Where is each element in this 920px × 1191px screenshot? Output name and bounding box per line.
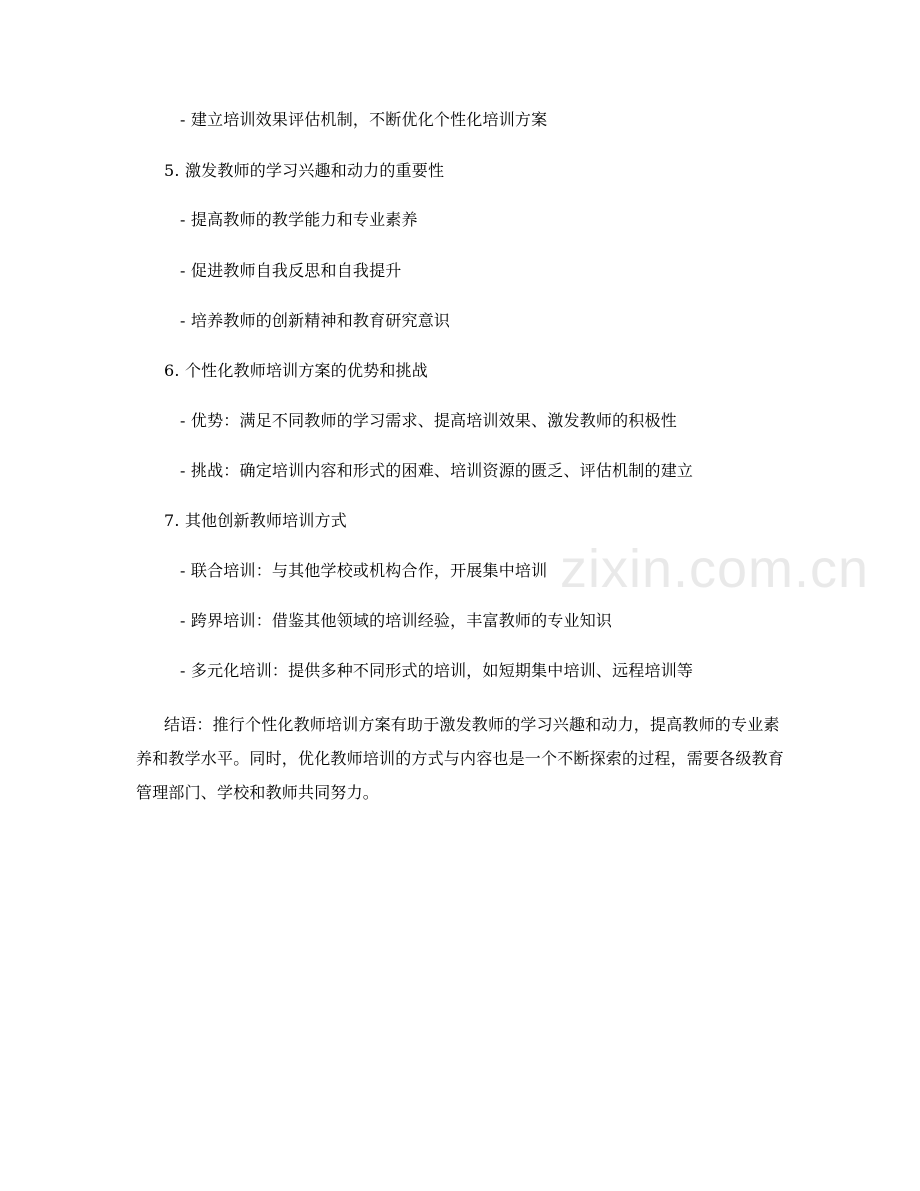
list-item: - 跨界培训：借鉴其他领域的培训经验，丰富教师的专业知识: [180, 611, 613, 630]
section-heading: 5. 激发教师的学习兴趣和动力的重要性: [164, 161, 445, 180]
list-item: - 提高教师的教学能力和专业素养: [180, 210, 418, 229]
list-item: - 联合培训：与其他学校或机构合作，开展集中培训: [180, 561, 548, 580]
list-item: - 促进教师自我反思和自我提升: [180, 261, 402, 280]
section-heading: 6. 个性化教师培训方案的优势和挑战: [164, 361, 428, 380]
watermark: zixin.com.cn: [560, 539, 870, 599]
list-item: - 建立培训效果评估机制，不断优化个性化培训方案: [180, 110, 548, 129]
section-heading: 7. 其他创新教师培训方式: [164, 511, 347, 530]
list-item: - 多元化培训：提供多种不同形式的培训，如短期集中培训、远程培训等: [180, 661, 694, 680]
list-item: - 培养教师的创新精神和教育研究意识: [180, 311, 451, 330]
list-item: - 优势：满足不同教师的学习需求、提高培训效果、激发教师的积极性: [180, 411, 677, 430]
list-item: - 挑战：确定培训内容和形式的困难、培训资源的匮乏、评估机制的建立: [180, 461, 694, 480]
conclusion-paragraph: 结语：推行个性化教师培训方案有助于激发教师的学习兴趣和动力，提高教师的专业素养和教学水平。同时，优化教师培训的方式与内容也是一个不断探索的过程，需要各级教育管理部门、学校和教师共同努力。: [136, 715, 785, 802]
